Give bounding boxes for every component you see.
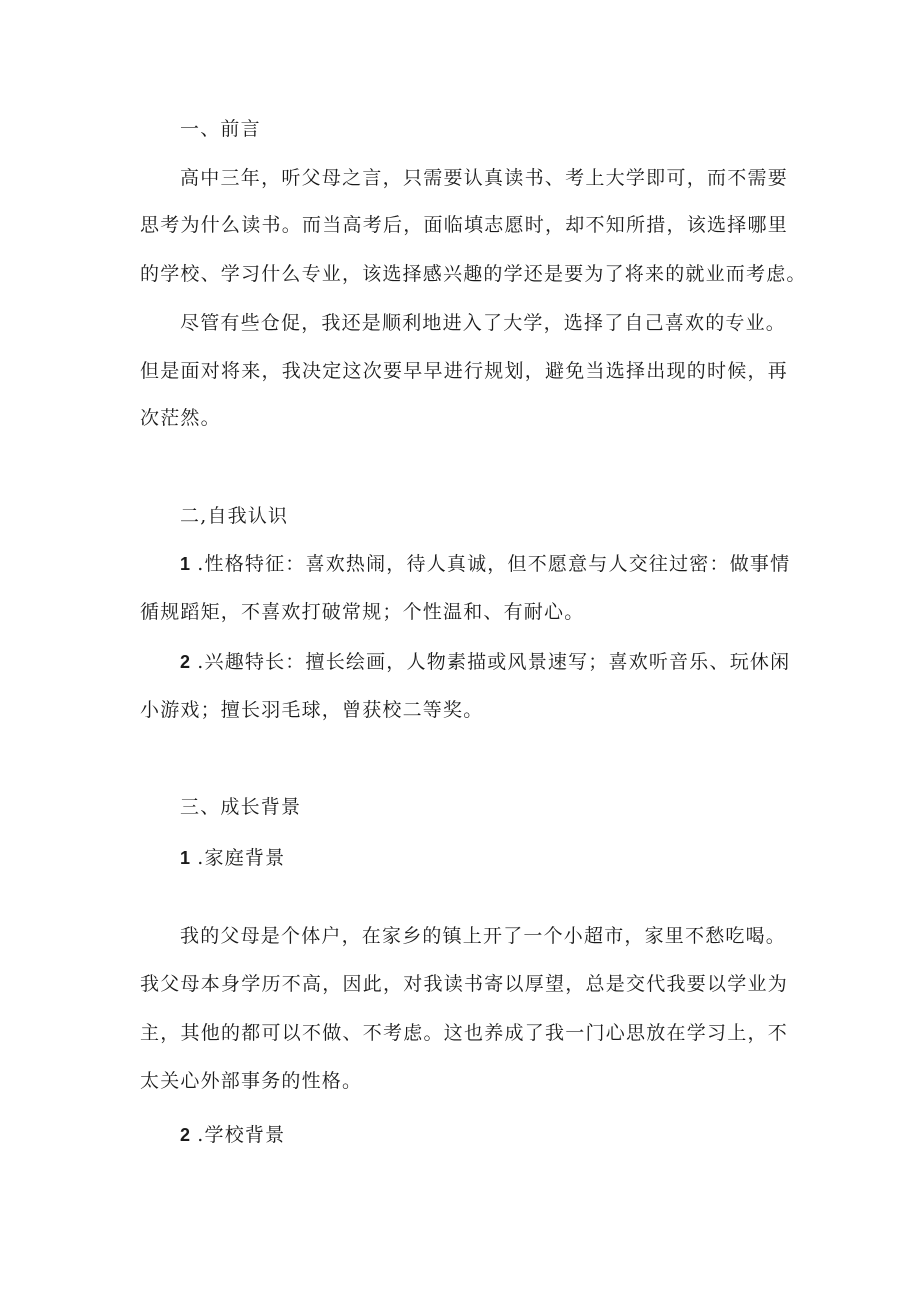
section-heading-self-awareness: 二,自我认识 <box>180 505 289 527</box>
subheading-school <box>180 1123 285 1147</box>
subheading-label: .家庭背景 <box>197 847 286 869</box>
section-heading-preface: 一、前言 <box>180 118 261 140</box>
paragraph-line: 我的父母是个体户，在家乡的镇上开了一个小超市，家里不愁吃喝。 <box>180 925 787 947</box>
paragraph-line: 次茫然。 <box>140 407 221 429</box>
paragraph-line: 循规蹈矩，不喜欢打破常规；个性温和、有耐心。 <box>140 601 585 623</box>
paragraph-line: 高中三年，听父母之言，只需要认真读书、考上大学即可，而不需要 <box>180 167 788 189</box>
paragraph-line: 小游戏；擅长羽毛球，曾获校二等奖。 <box>140 699 484 721</box>
paragraph-line: 思考为什么读书。而当高考后，面临填志愿时，却不知所措，该选择哪里 <box>140 214 788 236</box>
paragraph-line: 但是面对将来，我决定这次要早早进行规划，避免当选择出现的时候，再 <box>140 360 788 382</box>
paragraph-line: 我父母本身学历不高，因此，对我读书寄以厚望，总是交代我要以学业为 <box>140 973 788 995</box>
list-item-personality <box>180 552 790 576</box>
paragraph-line: 太关心外部事务的性格。 <box>140 1070 363 1092</box>
list-number: 1 <box>180 848 191 868</box>
list-number: 2 <box>180 652 191 672</box>
paragraph-line: 主，其他的都可以不做、不考虑。这也养成了我一门心思放在学习上，不 <box>140 1022 788 1044</box>
section-heading-background: 三、成长背景 <box>180 796 302 818</box>
subheading-label: .学校背景 <box>197 1124 286 1146</box>
list-number: 1 <box>180 554 191 574</box>
paragraph-line: 的学校、学习什么专业，该选择感兴趣的学还是要为了将来的就业而考虑。 <box>140 263 807 285</box>
list-text: .性格特征：喜欢热闹，待人真诚，但不愿意与人交往过密：做事情 <box>197 553 791 575</box>
list-item-interests <box>180 650 790 674</box>
paragraph-line: 尽管有些仓促，我还是顺利地进入了大学，选择了自己喜欢的专业。 <box>180 312 787 334</box>
subheading-family <box>180 846 285 870</box>
list-number: 2 <box>180 1125 191 1145</box>
list-text: .兴趣特长：擅长绘画，人物素描或风景速写；喜欢听音乐、玩休闲 <box>197 651 791 673</box>
